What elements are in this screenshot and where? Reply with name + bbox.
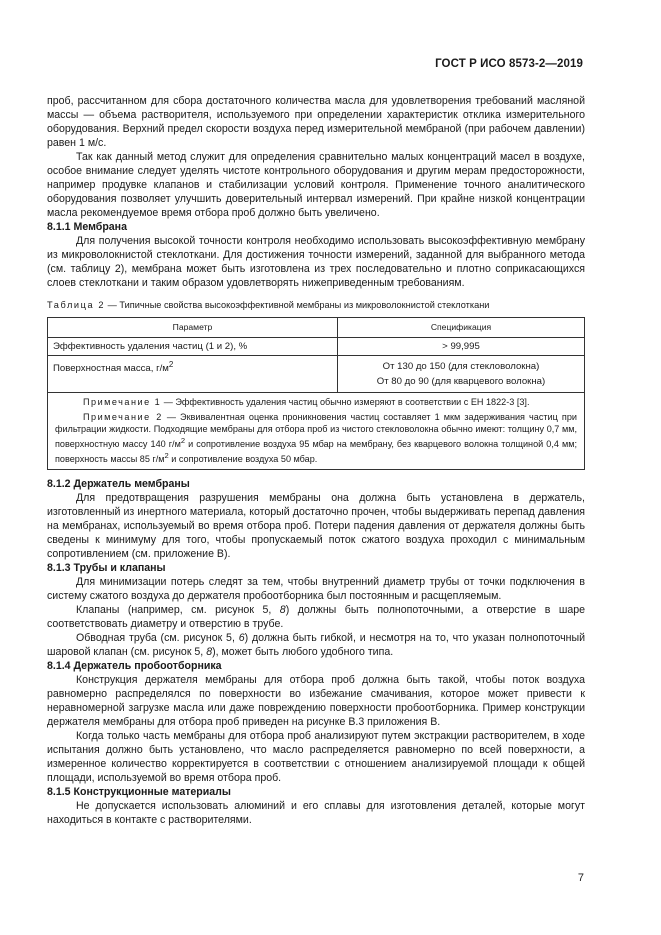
paragraph: Для минимизации потерь следят за тем, чтобы внутренний диаметр трубы от точки подключения в систему сжатого воздуха до держателя пробоотборника был постоянным и расщепляемым. — [47, 576, 585, 603]
figure-ref: 6 — [238, 632, 245, 645]
paragraph: Для получения высокой точности контроля необходимо использовать высокоэффективную мембрану из микроволокнистой стеклоткани. Для достижения точности измерений, заданной для выбранного метода (см. таблицу 2), мембрана может быть изготовлена из трех последовательно и плотно соприкасающихся слоев стеклоткани и таким образом удовлетворять нижеприведенным требованиям. — [47, 235, 585, 289]
table-caption-text: — Типичные свойства высокоэффективной мембраны из микроволокнистой стеклоткани — [105, 300, 490, 310]
section-heading-8-1-2: 8.1.2 Держатель мембраны — [47, 478, 190, 491]
figure-ref: 8 — [206, 646, 213, 659]
table-header-row — [48, 318, 585, 338]
table-note-2 — [55, 411, 577, 465]
note-text: — Эквивалентная оценка проникновения частиц составляет 1 мкм задерживания частиц при фильтрации жидкости. Подходящие мембраны для отбора проб из чистого стекловолокна обычно имеют: толщину 0,7 мм, поверхностную массу 140 г/м — [55, 412, 577, 450]
table-notes-row — [48, 393, 585, 470]
page-body — [47, 94, 585, 827]
paragraph: Когда только часть мембраны для отбора проб анализируют путем экстракции растворителем, в ходе испытания должно быть установлено, что масло распределяется равномерно по всей поверхности, а измеренное количество корректируется в соответствии с отношением анализируемой площади к общей площади, используемой во время отбора проб. — [47, 730, 585, 785]
text-run: Клапаны (например, см. рисунок 5, — [76, 604, 280, 617]
paragraph: проб, рассчитанном для сбора достаточного количества масла для удовлетворения требований масляной массы — объема растворителя, используемого при определении характеристик отклика измерительного оборудования. Верхний предел скорости воздуха перед измерительной мембраной (при рабочем давлении) равен 1 м/с. — [47, 95, 585, 149]
figure-ref: 8 — [279, 604, 286, 617]
note-text: и сопротивление воздуха 95 мбар на мембрану, без кварцевого волокна толщиной 0,4 мм; поверхность массы 85 г/м — [55, 439, 577, 465]
note-label: Примечание 1 — [83, 397, 162, 407]
superscript: 2 — [168, 360, 174, 369]
column-header-spec: Спецификация — [337, 318, 584, 338]
paragraph: Так как данный метод служит для определения сравнительно малых концентраций масел в воздухе, особое внимание следует уделять чистоте контрольного оборудования и другим мерам предосторожности, например продувке клапанов и стабилизации условий контроля. Применение точного аналитического оборудования позволяет улучшить доверительный интервал измерений. При крайне низкой концентрации масла рекомендуемое время отбора проб должно быть увеличено. — [47, 151, 585, 219]
cell-spec — [337, 356, 584, 393]
note-label: Примечание 2 — [83, 412, 163, 422]
paragraph: Для предотвращения разрушения мембраны она должна быть установлена в держатель, изготовленный из инертного материала, который достаточно прочен, чтобы выдерживать перепад давления на мембранах, используемый во время отбора проб. Потери падения давления от держателя должны быть сведены к минимуму для того, чтобы пропускаемый поток сжатого воздуха проходил с минимальным сопротивлением (см. приложение В). — [47, 492, 585, 561]
text-run: ) должны быть полнопоточными, а отверстие в шаре соответствовать диаметру и отверстию в трубе. — [47, 604, 585, 631]
section-heading-8-1-4: 8.1.4 Держатель пробоотборника — [47, 660, 222, 673]
page-number: 7 — [577, 872, 584, 884]
cell-param — [48, 356, 338, 393]
note-text: и сопротивление воздуха 50 мбар. — [168, 454, 318, 465]
paragraph: Не допускается использовать алюминий и его сплавы для изготовления деталей, которые могут находиться в контакте с растворителями. — [47, 800, 585, 827]
cell-spec: > 99,995 — [337, 338, 584, 356]
text-run: ), может быть любого удобного типа. — [212, 646, 394, 659]
paragraph: Конструкция держателя мембраны для отбора проб должна быть такой, чтобы поток воздуха равномерно распределялся по поверхности во избежание смачивания, которое может привести к неравномерной загрузке масла или даже повреждению поверхности пробоотборника. Пример конструкции держателя мембраны для отбора проб приведен на рисунке В.3 приложения В. — [47, 674, 585, 729]
text-run: Обводная труба (см. рисунок 5, — [76, 632, 239, 645]
paragraph — [47, 603, 585, 631]
note-text: — Эффективность удаления частиц обычно измеряют в соответствии с ЕН 1822-3 [3]. — [161, 397, 530, 407]
column-header-parameter: Параметр — [48, 318, 338, 338]
section-heading-8-1-3: 8.1.3 Трубы и клапаны — [47, 562, 166, 575]
table-notes — [48, 393, 585, 470]
section-heading-8-1-1: 8.1.1 Мембрана — [47, 221, 127, 233]
paragraph — [47, 631, 585, 659]
text-run: ) должна быть гибкой, и несмотря на то, что указан полнопоточный шаровой клапан (см. рисунок 5, — [47, 632, 585, 659]
table-caption-label: Таблица 2 — [47, 300, 106, 310]
table-row — [48, 356, 585, 393]
spec-line: От 130 до 150 (для стекловолокна) — [382, 361, 540, 372]
spec-table — [47, 317, 585, 470]
spec-line: От 80 до 90 (для кварцевого волокна) — [376, 376, 546, 387]
superscript: 2 — [164, 451, 169, 461]
document-id: ГОСТ Р ИСО 8573-2—2019 — [435, 58, 583, 70]
table-note-1 — [55, 396, 577, 408]
table-row — [48, 338, 585, 356]
section-heading-8-1-5: 8.1.5 Конструкционные материалы — [47, 786, 231, 799]
table-caption — [47, 299, 585, 311]
superscript: 2 — [180, 436, 186, 445]
cell-param: Эффективность удаления частиц (1 и 2), % — [48, 338, 338, 356]
cell-param-text: Поверхностная масса, г/м — [53, 363, 169, 375]
